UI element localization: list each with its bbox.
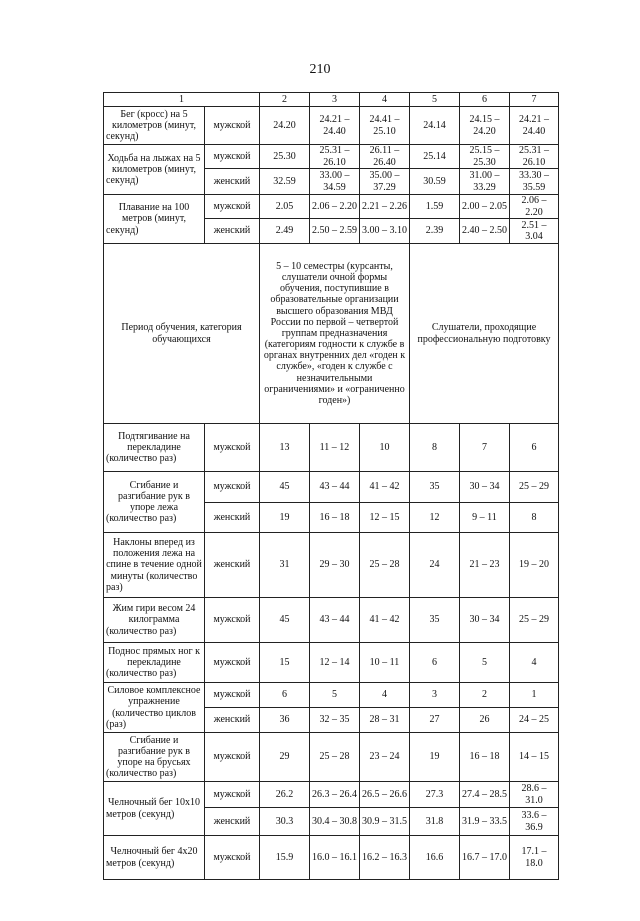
norm-value: 16.0 – 16.1 <box>310 836 360 880</box>
norm-value: 30.4 – 30.8 <box>310 808 360 836</box>
norm-value: 3.00 – 3.10 <box>360 219 410 244</box>
exercise-name: Ходьба на лыжах на 5 километров (минут, секунд) <box>104 145 205 195</box>
exercise-name: Челночный бег 4х20 метров (секунд) <box>104 836 205 880</box>
norm-value: 4 <box>510 643 559 683</box>
norm-value: 27.3 <box>410 782 460 808</box>
period-category-header: Период обучения, категория обучающихся <box>104 244 260 424</box>
norm-value: 24.41 – 25.10 <box>360 107 410 145</box>
exercise-name: Сгибание и разгибание рук в упоре на брусьях (количество раз) <box>104 733 205 782</box>
sex-label: мужской <box>205 683 260 708</box>
norm-value: 27.4 – 28.5 <box>460 782 510 808</box>
norm-value: 30.59 <box>410 169 460 195</box>
norm-value: 24.21 – 24.40 <box>510 107 559 145</box>
norm-value: 24.20 <box>260 107 310 145</box>
sex-label: мужской <box>205 107 260 145</box>
sex-label: мужской <box>205 145 260 169</box>
sex-label: мужской <box>205 424 260 472</box>
norm-value: 33.00 – 34.59 <box>310 169 360 195</box>
norm-value: 26.3 – 26.4 <box>310 782 360 808</box>
exercise-name: Жим гири весом 24 килограмма (количество раз) <box>104 598 205 643</box>
norm-value: 19 – 20 <box>510 533 559 598</box>
sex-label: женский <box>205 708 260 733</box>
sex-label: женский <box>205 219 260 244</box>
standards-table <box>103 92 559 880</box>
norm-value: 43 – 44 <box>310 472 360 503</box>
norm-value: 5 <box>460 643 510 683</box>
norm-value: 2.51 – 3.04 <box>510 219 559 244</box>
sex-label: мужской <box>205 472 260 503</box>
norm-value: 43 – 44 <box>310 598 360 643</box>
norm-value: 2.50 – 2.59 <box>310 219 360 244</box>
norm-value: 10 – 11 <box>360 643 410 683</box>
norm-value: 15.9 <box>260 836 310 880</box>
norm-value: 31.8 <box>410 808 460 836</box>
norm-value: 25.14 <box>410 145 460 169</box>
norm-value: 12 – 15 <box>360 503 410 533</box>
norm-value: 25.31 – 26.10 <box>310 145 360 169</box>
table-row <box>104 782 559 808</box>
column-header: 6 <box>460 93 510 107</box>
norm-value: 33.30 – 35.59 <box>510 169 559 195</box>
norm-value: 30 – 34 <box>460 598 510 643</box>
sex-label: мужской <box>205 836 260 880</box>
norm-value: 12 – 14 <box>310 643 360 683</box>
norm-value: 25.31 – 26.10 <box>510 145 559 169</box>
table-row <box>104 195 559 219</box>
sex-label: мужской <box>205 733 260 782</box>
cadets-category-header: 5 – 10 семестры (курсанты, слушатели очной формы обучения, поступившие в образовательные организации высшего образования МВД России по первой – четвертой группам предназначения (категориям годности к службе в органах внутренних дел «годен к службе», «годен к службе с незначительными ограничениями» и «ограниченно годен») <box>260 244 410 424</box>
norm-value: 23 – 24 <box>360 733 410 782</box>
sex-label: мужской <box>205 598 260 643</box>
norm-value: 32.59 <box>260 169 310 195</box>
table-row <box>104 145 559 169</box>
norm-value: 21 – 23 <box>460 533 510 598</box>
norm-value: 7 <box>460 424 510 472</box>
norm-value: 24.14 <box>410 107 460 145</box>
norm-value: 28 – 31 <box>360 708 410 733</box>
norm-value: 5 <box>310 683 360 708</box>
norm-value: 26 <box>460 708 510 733</box>
norm-value: 6 <box>410 643 460 683</box>
norm-value: 26.11 – 26.40 <box>360 145 410 169</box>
norm-value: 25.30 <box>260 145 310 169</box>
norm-value: 24.15 – 24.20 <box>460 107 510 145</box>
column-header: 7 <box>510 93 559 107</box>
norm-value: 25 – 29 <box>510 472 559 503</box>
norm-value: 16.2 – 16.3 <box>360 836 410 880</box>
norm-value: 26.2 <box>260 782 310 808</box>
norm-value: 6 <box>260 683 310 708</box>
sex-label: мужской <box>205 782 260 808</box>
norm-value: 35.00 – 37.29 <box>360 169 410 195</box>
norm-value: 35 <box>410 472 460 503</box>
page-number: 210 <box>309 62 331 77</box>
norm-value: 10 <box>360 424 410 472</box>
exercise-name: Челночный бег 10х10 метров (секунд) <box>104 782 205 836</box>
norm-value: 16 – 18 <box>460 733 510 782</box>
norm-value: 25 – 28 <box>360 533 410 598</box>
table-row <box>104 533 559 598</box>
norm-value: 3 <box>410 683 460 708</box>
column-header: 5 <box>410 93 460 107</box>
exercise-name: Поднос прямых ног к перекладине (количество раз) <box>104 643 205 683</box>
norm-value: 2.40 – 2.50 <box>460 219 510 244</box>
norm-value: 2.00 – 2.05 <box>460 195 510 219</box>
table-row <box>104 107 559 145</box>
norm-value: 2 <box>460 683 510 708</box>
norm-value: 30 – 34 <box>460 472 510 503</box>
norm-value: 1 <box>510 683 559 708</box>
norm-value: 24.21 – 24.40 <box>310 107 360 145</box>
norm-value: 13 <box>260 424 310 472</box>
norm-value: 31 <box>260 533 310 598</box>
norm-value: 2.49 <box>260 219 310 244</box>
sex-label: мужской <box>205 195 260 219</box>
exercise-name: Силовое комплексное упражнение (количество циклов (раз) <box>104 683 205 733</box>
norm-value: 25 – 28 <box>310 733 360 782</box>
trainees-category-header: Слушатели, проходящие профессиональную подготовку <box>410 244 559 424</box>
table-row <box>104 93 559 107</box>
table-row <box>104 733 559 782</box>
norm-value: 29 – 30 <box>310 533 360 598</box>
sex-label: мужской <box>205 643 260 683</box>
norm-value: 16.7 – 17.0 <box>460 836 510 880</box>
norm-value: 33.6 – 36.9 <box>510 808 559 836</box>
exercise-name: Сгибание и разгибание рук в упоре лежа (количество раз) <box>104 472 205 533</box>
norm-value: 8 <box>410 424 460 472</box>
norm-value: 32 – 35 <box>310 708 360 733</box>
column-header: 4 <box>360 93 410 107</box>
norm-value: 4 <box>360 683 410 708</box>
norm-value: 24 <box>410 533 460 598</box>
table-row <box>104 244 559 424</box>
norm-value: 31.9 – 33.5 <box>460 808 510 836</box>
norm-value: 2.21 – 2.26 <box>360 195 410 219</box>
sex-label: женский <box>205 533 260 598</box>
norm-value: 15 <box>260 643 310 683</box>
norm-value: 2.06 – 2.20 <box>310 195 360 219</box>
norm-value: 29 <box>260 733 310 782</box>
table-row <box>104 683 559 708</box>
norm-value: 25 – 29 <box>510 598 559 643</box>
exercise-name: Бег (кросс) на 5 километров (минут, секунд) <box>104 107 205 145</box>
norm-value: 19 <box>260 503 310 533</box>
norm-value: 1.59 <box>410 195 460 219</box>
sex-label: женский <box>205 503 260 533</box>
sex-label: женский <box>205 808 260 836</box>
norm-value: 12 <box>410 503 460 533</box>
norm-value: 28.6 – 31.0 <box>510 782 559 808</box>
norm-value: 24 – 25 <box>510 708 559 733</box>
norm-value: 36 <box>260 708 310 733</box>
norm-value: 2.05 <box>260 195 310 219</box>
norm-value: 14 – 15 <box>510 733 559 782</box>
table-row <box>104 598 559 643</box>
norm-value: 41 – 42 <box>360 598 410 643</box>
norm-value: 11 – 12 <box>310 424 360 472</box>
table-row <box>104 643 559 683</box>
norm-value: 45 <box>260 598 310 643</box>
norm-value: 6 <box>510 424 559 472</box>
norm-value: 31.00 – 33.29 <box>460 169 510 195</box>
norm-value: 16.6 <box>410 836 460 880</box>
norm-value: 19 <box>410 733 460 782</box>
norm-value: 8 <box>510 503 559 533</box>
norm-value: 2.39 <box>410 219 460 244</box>
column-header: 1 <box>104 93 260 107</box>
exercise-name: Подтягивание на перекладине (количество раз) <box>104 424 205 472</box>
norm-value: 2.06 – 2.20 <box>510 195 559 219</box>
norm-value: 30.3 <box>260 808 310 836</box>
norm-value: 16 – 18 <box>310 503 360 533</box>
table-row <box>104 472 559 503</box>
column-header: 3 <box>310 93 360 107</box>
exercise-name: Наклоны вперед из положения лежа на спине в течение одной минуты (количество раз) <box>104 533 205 598</box>
column-header: 2 <box>260 93 310 107</box>
table-row <box>104 424 559 472</box>
norm-value: 41 – 42 <box>360 472 410 503</box>
table-row <box>104 836 559 880</box>
norm-value: 45 <box>260 472 310 503</box>
sex-label: женский <box>205 169 260 195</box>
norm-value: 35 <box>410 598 460 643</box>
norm-value: 26.5 – 26.6 <box>360 782 410 808</box>
norm-value: 9 – 11 <box>460 503 510 533</box>
norm-value: 25.15 – 25.30 <box>460 145 510 169</box>
norm-value: 27 <box>410 708 460 733</box>
norm-value: 17.1 – 18.0 <box>510 836 559 880</box>
norm-value: 30.9 – 31.5 <box>360 808 410 836</box>
exercise-name: Плавание на 100 метров (минут, секунд) <box>104 195 205 244</box>
